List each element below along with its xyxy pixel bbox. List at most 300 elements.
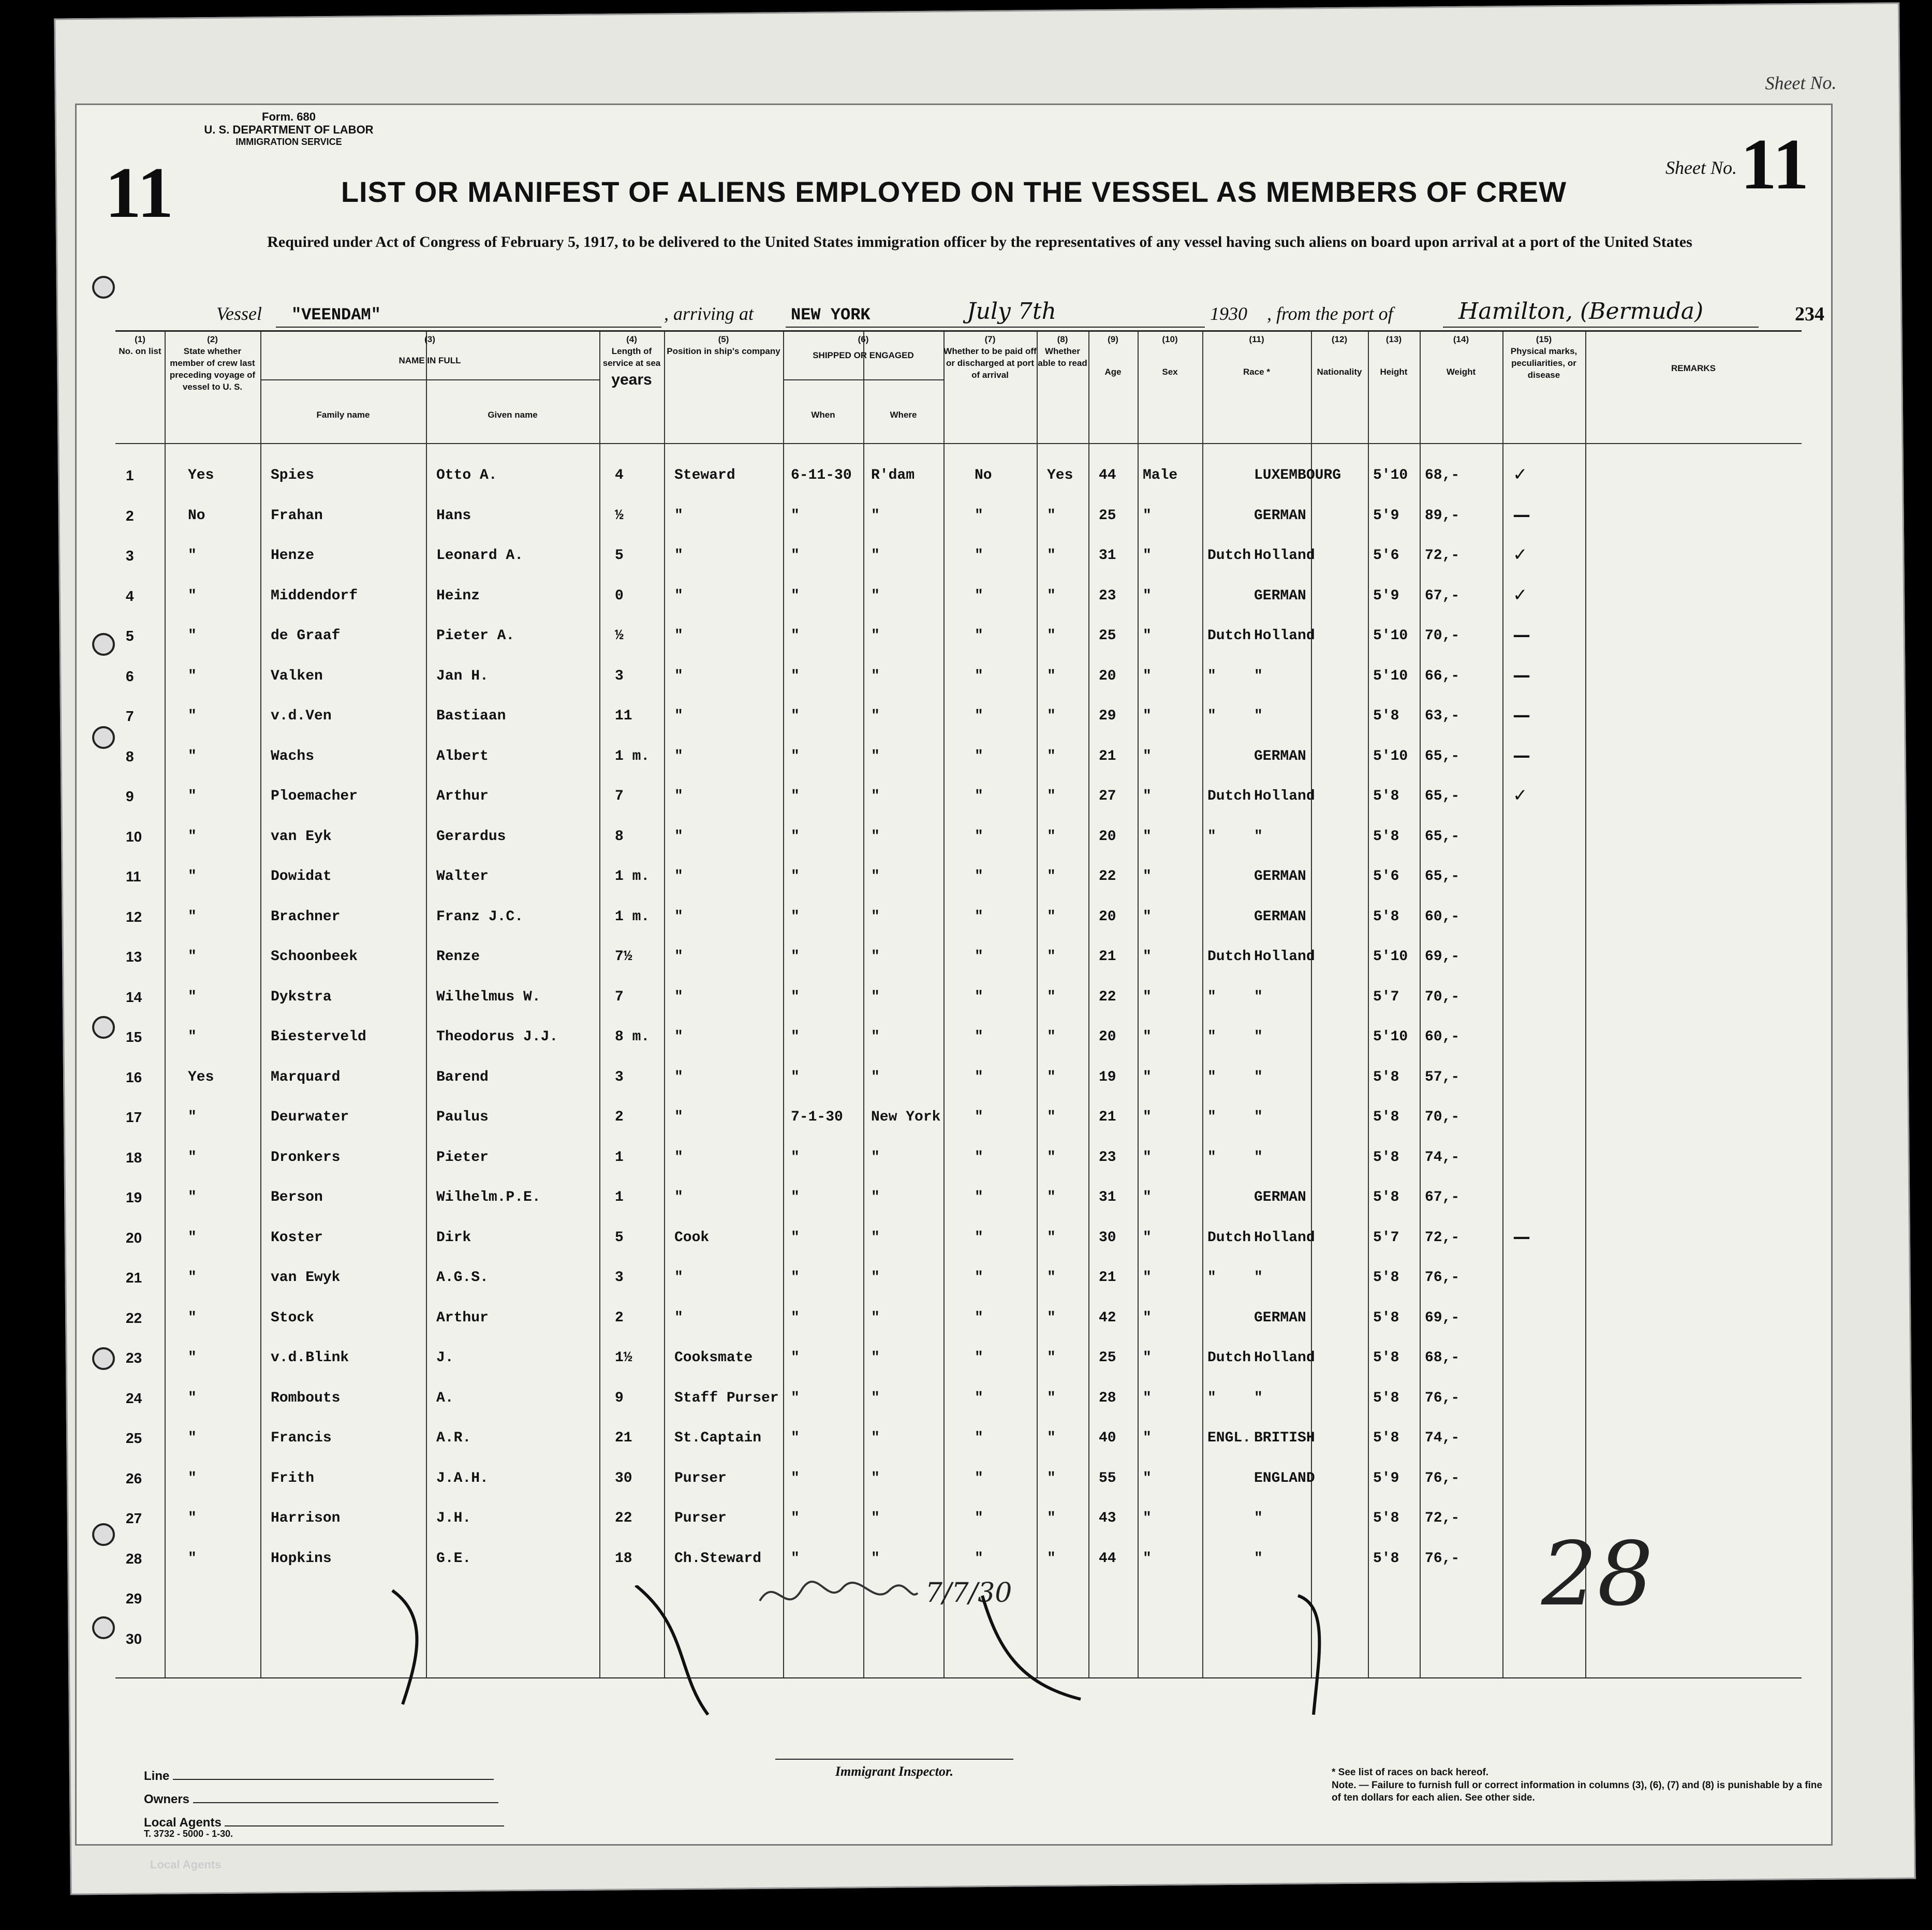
cell-race: "	[1207, 1109, 1216, 1125]
cell-family: Spies	[271, 467, 315, 483]
cell-sex: "	[1143, 788, 1152, 804]
cell-when: "	[791, 949, 800, 965]
cell-given: Albert	[436, 748, 489, 764]
cell-given: G.E.	[436, 1550, 471, 1567]
cell-marks: ✓	[1513, 544, 1528, 565]
vessel-label: Vessel	[216, 303, 262, 324]
cell-weight: 65,-	[1425, 828, 1460, 845]
cell-position: "	[674, 1069, 683, 1085]
table-row	[115, 691, 1802, 731]
cell-nationality: LUXEMBOURG	[1254, 467, 1341, 483]
cell-given: Arthur	[436, 788, 489, 804]
cell-read: "	[1047, 1270, 1056, 1286]
col-prev-voyage-header: (2) State whether member of crew last preceding voyage of vessel to U. S.	[169, 334, 256, 392]
cell-where: "	[871, 507, 880, 524]
cell-prev: "	[188, 1189, 197, 1205]
cell-when: "	[791, 1470, 800, 1486]
cell-age: 19	[1099, 1069, 1116, 1085]
cell-where: "	[871, 1470, 880, 1486]
cell-sex: "	[1143, 908, 1152, 925]
cell-when: "	[791, 908, 800, 925]
cell-family: Deurwater	[271, 1109, 349, 1125]
cell-sex: "	[1143, 1510, 1152, 1526]
page-title: LIST OR MANIFEST OF ALIENS EMPLOYED ON THE VESSEL AS MEMBERS OF CREW	[341, 175, 1567, 208]
cell-age: 25	[1099, 628, 1116, 644]
cell-no: 21	[126, 1270, 142, 1286]
cell-height: 5'8	[1373, 908, 1399, 925]
cell-given: Pieter A.	[436, 628, 515, 644]
arriving-label: , arriving at	[664, 303, 754, 324]
cell-read: "	[1047, 1029, 1056, 1045]
footer-notes: * See list of races on back hereof. Note. — Failure to furnish full or correct information in columns (3), (6), (7) and (8) is punishable by a fine of ten dollars for each alien. See other side.	[1332, 1767, 1822, 1804]
cell-nationality: GERMAN	[1254, 1189, 1306, 1205]
vessel-line	[216, 297, 1805, 328]
cell-service: 1 m.	[615, 748, 650, 764]
cell-no: 27	[126, 1510, 142, 1526]
cell-read: Yes	[1047, 467, 1073, 483]
cell-given: Leonard A.	[436, 548, 524, 564]
year: 1930	[1210, 303, 1247, 324]
cell-read: "	[1047, 1309, 1056, 1326]
cell-family: Frahan	[271, 507, 323, 524]
cell-nationality: GERMAN	[1254, 1309, 1306, 1326]
cell-family: Harrison	[271, 1510, 341, 1526]
cell-height: 5'8	[1373, 1149, 1399, 1166]
cell-paid: "	[975, 668, 983, 684]
cell-family: Dronkers	[271, 1149, 341, 1166]
cell-when: "	[791, 1510, 800, 1526]
cell-paid: "	[975, 1149, 983, 1166]
cell-service: 30	[615, 1470, 632, 1486]
cell-height: 5'8	[1373, 1510, 1399, 1526]
cell-weight: 89,-	[1425, 507, 1460, 524]
cell-position: Purser	[674, 1510, 727, 1526]
cell-paid: "	[975, 548, 983, 564]
table-row	[115, 1293, 1802, 1333]
cell-sex: "	[1143, 628, 1152, 644]
cell-no: 30	[126, 1630, 142, 1647]
cell-nationality: "	[1254, 1270, 1263, 1286]
handwritten-total: 28	[1541, 1523, 1654, 1626]
cell-where: "	[871, 1229, 880, 1246]
cell-nationality: GERMAN	[1254, 507, 1306, 524]
cell-paid: "	[975, 1309, 983, 1326]
cell-weight: 76,-	[1425, 1470, 1460, 1486]
cell-race: Dutch	[1207, 548, 1251, 564]
cell-read: "	[1047, 708, 1056, 724]
cell-where: "	[871, 548, 880, 564]
arriving-underline	[786, 327, 1205, 328]
cell-read: "	[1047, 1470, 1056, 1486]
cell-when: "	[791, 788, 800, 804]
col-shipped-header: (6) SHIPPED OR ENGAGED	[813, 334, 914, 360]
cell-where: "	[871, 628, 880, 644]
cell-race: Dutch	[1207, 788, 1251, 804]
col-given-header: Given name	[488, 410, 538, 420]
cell-when: "	[791, 668, 800, 684]
cell-family: Wachs	[271, 748, 315, 764]
cell-service: 2	[615, 1309, 624, 1326]
table-row	[115, 531, 1802, 571]
cell-sex: "	[1143, 1350, 1152, 1366]
cell-service: 1	[615, 1149, 624, 1166]
cell-weight: 70,-	[1425, 1109, 1460, 1125]
col-race-header: (11) Race *	[1243, 334, 1270, 377]
cell-weight: 65,-	[1425, 788, 1460, 804]
cell-family: van Eyk	[271, 828, 332, 845]
cell-race: ENGL.	[1207, 1430, 1251, 1446]
cell-position: "	[674, 628, 683, 644]
cell-sex: "	[1143, 989, 1152, 1005]
cell-weight: 70,-	[1425, 989, 1460, 1005]
cell-family: de Graaf	[271, 628, 341, 644]
cell-weight: 76,-	[1425, 1270, 1460, 1286]
cell-when: "	[791, 1149, 800, 1166]
cell-when: "	[791, 1029, 800, 1045]
cell-height: 5'10	[1373, 668, 1408, 684]
cell-paid: "	[975, 1430, 983, 1446]
cell-paid: No	[975, 467, 992, 483]
cell-nationality: "	[1254, 1069, 1263, 1085]
punch-hole	[92, 633, 115, 656]
cell-given: Paulus	[436, 1109, 489, 1125]
cell-service: 1½	[615, 1350, 632, 1366]
cell-race: "	[1207, 1270, 1216, 1286]
col-height-header: (13) Height	[1380, 334, 1408, 377]
cell-nationality: Holland	[1254, 788, 1315, 804]
col-name-header: (3) NAME IN FULL	[399, 334, 461, 365]
signature-date: 7/7/30	[925, 1578, 1012, 1609]
cell-no: 2	[126, 507, 134, 524]
cell-nationality: BRITISH	[1254, 1430, 1315, 1446]
cell-height: 5'8	[1373, 1309, 1399, 1326]
cell-nationality: "	[1254, 708, 1263, 724]
cell-prev: "	[188, 1350, 197, 1366]
cell-where: "	[871, 1350, 880, 1366]
from-port: Hamilton, (Bermuda)	[1458, 298, 1704, 325]
cell-where: "	[871, 1550, 880, 1567]
cell-sex: "	[1143, 1029, 1152, 1045]
cell-given: Renze	[436, 949, 480, 965]
cell-read: "	[1047, 788, 1056, 804]
cell-family: Marquard	[271, 1069, 341, 1085]
table-row	[115, 1253, 1802, 1293]
cell-given: Walter	[436, 868, 489, 885]
cell-prev: "	[188, 949, 197, 965]
col-where-header: Where	[890, 410, 917, 420]
cell-sex: "	[1143, 507, 1152, 524]
cell-prev: "	[188, 1149, 197, 1166]
cell-when: "	[791, 548, 800, 564]
table-row	[115, 1454, 1802, 1494]
cell-race: "	[1207, 1390, 1216, 1406]
col-weight-header: (14) Weight	[1446, 334, 1476, 377]
cell-paid: "	[975, 1510, 983, 1526]
cell-service: 11	[615, 708, 632, 724]
col-family-header: Family name	[316, 410, 370, 420]
cell-family: Dykstra	[271, 989, 332, 1005]
cell-position: "	[674, 1189, 683, 1205]
cell-service: 8	[615, 828, 624, 845]
cell-given: Bastiaan	[436, 708, 506, 724]
arrival-date: July 7th	[967, 298, 1056, 325]
crew-table	[115, 330, 1802, 1678]
cell-no: 11	[126, 868, 141, 885]
manifest-sheet	[75, 104, 1833, 1846]
cell-age: 44	[1099, 467, 1116, 483]
cell-weight: 69,-	[1425, 949, 1460, 965]
cell-height: 5'7	[1373, 989, 1399, 1005]
cell-weight: 68,-	[1425, 1350, 1460, 1366]
cell-no: 25	[126, 1430, 142, 1446]
cell-where: "	[871, 1430, 880, 1446]
cell-sex: "	[1143, 828, 1152, 845]
cell-prev: "	[188, 668, 197, 684]
cell-no: 6	[126, 668, 134, 684]
cell-position: "	[674, 828, 683, 845]
cell-weight: 76,-	[1425, 1550, 1460, 1567]
cell-given: A.G.S.	[436, 1270, 489, 1286]
cell-weight: 65,-	[1425, 868, 1460, 885]
form-number: Form. 680	[262, 110, 316, 123]
cell-when: "	[791, 1390, 800, 1406]
table-row	[115, 571, 1802, 611]
cell-race: Dutch	[1207, 949, 1251, 965]
col-read-header: (8) Whether able to read	[1038, 334, 1087, 368]
cell-given: Dirk	[436, 1229, 471, 1246]
cell-nationality: "	[1254, 1510, 1263, 1526]
cell-service: 7	[615, 788, 624, 804]
punch-hole	[92, 1347, 115, 1370]
cell-weight: 67,-	[1425, 587, 1460, 604]
cell-read: "	[1047, 628, 1056, 644]
cell-given: Theodorus J.J.	[436, 1029, 558, 1045]
cell-when: "	[791, 1069, 800, 1085]
cell-no: 23	[126, 1350, 142, 1366]
cell-race: "	[1207, 828, 1216, 845]
cell-nationality: "	[1254, 1029, 1263, 1045]
cell-where: "	[871, 708, 880, 724]
cell-weight: 72,-	[1425, 1229, 1460, 1246]
cell-where: "	[871, 1309, 880, 1326]
cell-where: "	[871, 668, 880, 684]
cell-prev: "	[188, 1309, 197, 1326]
cell-age: 20	[1099, 828, 1116, 845]
cell-family: Middendorf	[271, 587, 358, 604]
cell-read: "	[1047, 828, 1056, 845]
cell-family: v.d.Blink	[271, 1350, 349, 1366]
cell-position: Cooksmate	[674, 1350, 753, 1366]
cell-family: Biesterveld	[271, 1029, 366, 1045]
cell-where: "	[871, 1270, 880, 1286]
cell-prev: "	[188, 1430, 197, 1446]
cell-no: 8	[126, 748, 134, 764]
table-row	[115, 652, 1802, 691]
cell-family: Henze	[271, 548, 315, 564]
cell-read: "	[1047, 1069, 1056, 1085]
table-row	[115, 973, 1802, 1012]
table-row	[115, 812, 1802, 852]
cell-race: "	[1207, 1069, 1216, 1085]
table-row	[115, 451, 1802, 491]
cell-height: 5'8	[1373, 1109, 1399, 1125]
bottom-local-agents: Local Agents	[150, 1858, 222, 1871]
cell-height: 5'10	[1373, 748, 1408, 764]
cell-nationality: Holland	[1254, 628, 1315, 644]
cell-height: 5'9	[1373, 507, 1399, 524]
cell-given: Barend	[436, 1069, 489, 1085]
cell-weight: 65,-	[1425, 748, 1460, 764]
cell-service: 1	[615, 1189, 624, 1205]
cell-service: 7½	[615, 949, 632, 965]
cell-weight: 72,-	[1425, 548, 1460, 564]
cell-service: 7	[615, 989, 624, 1005]
cell-given: Jan H.	[436, 668, 489, 684]
cell-given: A.R.	[436, 1430, 471, 1446]
cell-read: "	[1047, 1189, 1056, 1205]
cell-where: "	[871, 1189, 880, 1205]
table-row	[115, 1133, 1802, 1173]
cell-weight: 60,-	[1425, 1029, 1460, 1045]
cell-nationality: Holland	[1254, 548, 1315, 564]
cell-service: 2	[615, 1109, 624, 1125]
cell-weight: 66,-	[1425, 668, 1460, 684]
vessel-name: "VEENDAM"	[291, 305, 381, 325]
cell-given: J.H.	[436, 1510, 471, 1526]
cell-prev: "	[188, 587, 197, 604]
cell-height: 5'10	[1373, 628, 1408, 644]
cell-height: 5'10	[1373, 949, 1408, 965]
sheet-number: 11	[1741, 124, 1809, 204]
cell-nationality: "	[1254, 989, 1263, 1005]
cell-no: 20	[126, 1229, 142, 1246]
cell-where: "	[871, 1149, 880, 1166]
cell-age: 23	[1099, 1149, 1116, 1166]
cell-weight: 76,-	[1425, 1390, 1460, 1406]
cell-paid: "	[975, 587, 983, 604]
cell-paid: "	[975, 989, 983, 1005]
cell-weight: 69,-	[1425, 1309, 1460, 1326]
cell-where: R'dam	[871, 467, 915, 483]
cell-marks: —	[1513, 625, 1530, 645]
cell-service: 1 m.	[615, 868, 650, 885]
cell-prev: No	[188, 507, 205, 524]
cell-no: 12	[126, 908, 142, 925]
cell-service: 3	[615, 1069, 624, 1085]
cell-when: "	[791, 1189, 800, 1205]
cell-sex: "	[1143, 1069, 1152, 1085]
cell-given: A.	[436, 1390, 454, 1406]
cell-prev: "	[188, 748, 197, 764]
cell-position: "	[674, 1309, 683, 1326]
cell-service: ½	[615, 507, 624, 524]
table-row	[115, 732, 1802, 772]
table-row	[115, 772, 1802, 812]
cell-sex: "	[1143, 1309, 1152, 1326]
cell-age: 55	[1099, 1470, 1116, 1486]
cell-age: 30	[1099, 1229, 1116, 1246]
cell-paid: "	[975, 1069, 983, 1085]
cell-no: 22	[126, 1309, 142, 1326]
department-name: U. S. DEPARTMENT OF LABOR	[204, 123, 374, 137]
cell-height: 5'8	[1373, 1550, 1399, 1567]
cell-prev: "	[188, 1550, 197, 1567]
cell-when: "	[791, 748, 800, 764]
cell-nationality: "	[1254, 828, 1263, 845]
cell-read: "	[1047, 989, 1056, 1005]
col-position-header: (5) Position in ship's company	[667, 334, 780, 356]
cell-age: 20	[1099, 908, 1116, 925]
form-id: T. 3732 - 5000 - 1-30.	[144, 1829, 233, 1839]
table-row	[115, 1374, 1802, 1413]
cell-nationality: "	[1254, 1550, 1263, 1567]
cell-paid: "	[975, 1229, 983, 1246]
cell-service: 3	[615, 668, 624, 684]
cell-given: Arthur	[436, 1309, 489, 1326]
cell-position: "	[674, 1029, 683, 1045]
cell-paid: "	[975, 1470, 983, 1486]
cell-age: 22	[1099, 989, 1116, 1005]
cell-when: "	[791, 628, 800, 644]
cell-no: 3	[126, 548, 134, 564]
cell-age: 28	[1099, 1390, 1116, 1406]
cell-sex: "	[1143, 1109, 1152, 1125]
cell-paid: "	[975, 868, 983, 885]
cell-race: "	[1207, 1149, 1216, 1166]
cell-service: 8 m.	[615, 1029, 650, 1045]
cell-nationality: Holland	[1254, 949, 1315, 965]
table-row	[115, 1053, 1802, 1093]
cell-marks: ✓	[1513, 785, 1528, 806]
cell-when: "	[791, 868, 800, 885]
cell-age: 21	[1099, 748, 1116, 764]
cell-paid: "	[975, 949, 983, 965]
cell-paid: "	[975, 1550, 983, 1567]
cell-weight: 60,-	[1425, 908, 1460, 925]
cell-height: 5'8	[1373, 1390, 1399, 1406]
cell-where: "	[871, 587, 880, 604]
cell-read: "	[1047, 587, 1056, 604]
inspector-signature-line: Immigrant Inspector.	[775, 1759, 1013, 1779]
cell-paid: "	[975, 908, 983, 925]
cell-height: 5'9	[1373, 587, 1399, 604]
punch-hole	[92, 1523, 115, 1546]
cell-position: "	[674, 548, 683, 564]
cell-prev: "	[188, 1229, 197, 1246]
cell-given: J.A.H.	[436, 1470, 489, 1486]
cell-position: Steward	[674, 467, 735, 483]
cell-weight: 68,-	[1425, 467, 1460, 483]
cell-read: "	[1047, 748, 1056, 764]
cell-given: Heinz	[436, 587, 480, 604]
cell-paid: "	[975, 828, 983, 845]
cell-weight: 72,-	[1425, 1510, 1460, 1526]
cell-height: 5'8	[1373, 1189, 1399, 1205]
cell-where: "	[871, 748, 880, 764]
col-remarks-header: REMARKS	[1671, 363, 1716, 373]
cell-race: "	[1207, 989, 1216, 1005]
cell-no: 13	[126, 949, 142, 965]
cell-age: 25	[1099, 507, 1116, 524]
cell-service: 18	[615, 1550, 632, 1567]
cell-where: "	[871, 949, 880, 965]
cell-sex: "	[1143, 1430, 1152, 1446]
cell-nationality: "	[1254, 1390, 1263, 1406]
cell-height: 5'8	[1373, 1270, 1399, 1286]
cell-where: "	[871, 828, 880, 845]
cell-paid: "	[975, 788, 983, 804]
cell-service: 4	[615, 467, 624, 483]
